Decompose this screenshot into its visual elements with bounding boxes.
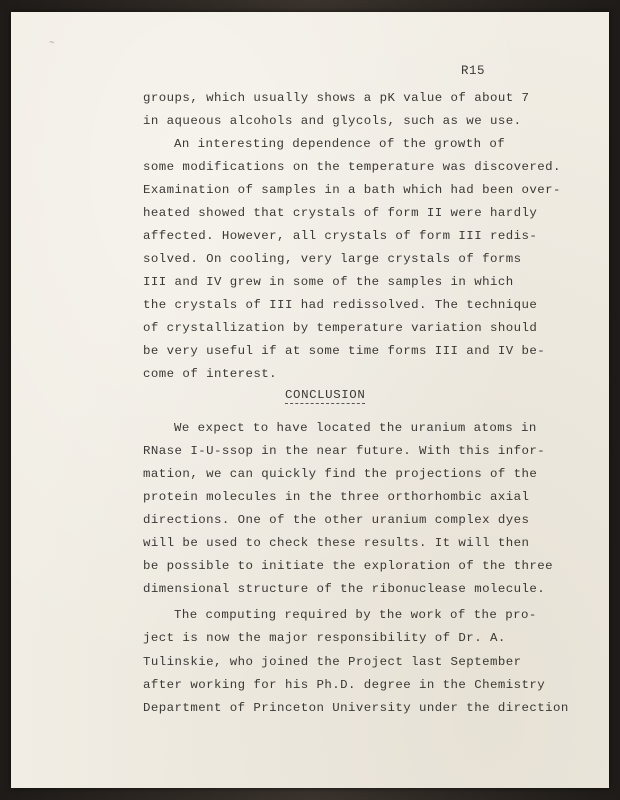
text-line: dimensional structure of the ribonuclease molecule. <box>143 582 546 596</box>
text-line: in aqueous alcohols and glycols, such as we use. <box>143 114 522 128</box>
margin-mark: ~ <box>49 38 55 48</box>
text-line: heated showed that crystals of form II were hardly <box>143 206 538 220</box>
text-line: will be used to check these results. It will then <box>143 536 530 550</box>
text-line: come of interest. <box>143 367 278 381</box>
text-line: after working for his Ph.D. degree in the Chemistry <box>143 678 546 692</box>
text-line: be very useful if at some time forms III and IV be- <box>143 344 546 358</box>
page-number: R15 <box>461 64 486 78</box>
text-line: ject is now the major responsibility of Dr. A. <box>143 631 506 645</box>
text-line: Department of Princeton University under the direction <box>143 701 569 715</box>
text-line: We expect to have located the uranium atoms in <box>174 421 537 435</box>
text-line: mation, we can quickly find the projections of the <box>143 467 538 481</box>
text-line: of crystallization by temperature variation should <box>143 321 538 335</box>
text-line: protein molecules in the three orthorhombic axial <box>143 490 530 504</box>
text-line: solved. On cooling, very large crystals of forms <box>143 252 522 266</box>
text-line: Tulinskie, who joined the Project last September <box>143 655 522 669</box>
text-line: affected. However, all crystals of form III redis- <box>143 229 538 243</box>
text-line: some modifications on the temperature was discovered. <box>143 160 561 174</box>
text-line: The computing required by the work of the pro- <box>174 608 537 622</box>
text-line: the crystals of III had redissolved. The technique <box>143 298 538 312</box>
text-line: III and IV grew in some of the samples in which <box>143 275 514 289</box>
text-line: RNase I-U-ssop in the near future. With this infor- <box>143 444 546 458</box>
text-line: Examination of samples in a bath which had been over- <box>143 183 561 197</box>
text-line: An interesting dependence of the growth of <box>174 137 506 151</box>
text-line: groups, which usually shows a pK value of about 7 <box>143 91 530 105</box>
text-line: be possible to initiate the exploration of the three <box>143 559 554 573</box>
text-line: directions. One of the other uranium complex dyes <box>143 513 530 527</box>
section-heading: CONCLUSION <box>285 388 366 402</box>
